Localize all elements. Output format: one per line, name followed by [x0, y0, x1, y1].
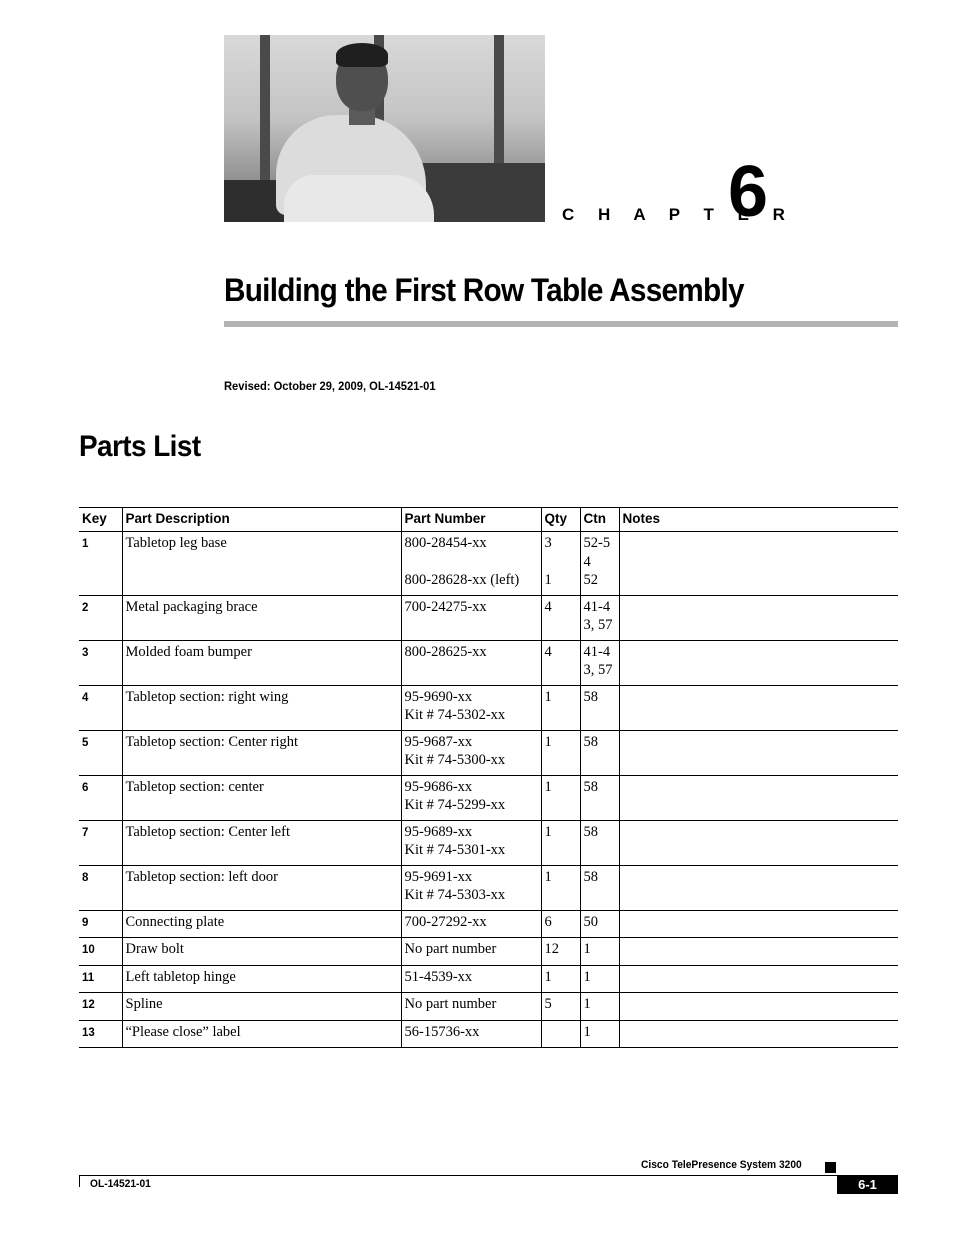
ctn-primary: 52-54 [583, 535, 611, 570]
kit-number: Kit # 74-5301-xx [404, 842, 506, 858]
row-ctn: 1 [580, 938, 619, 966]
table-row [79, 730, 898, 775]
kit-number: Kit # 74-5300-xx [404, 752, 506, 768]
row-key: 5 [79, 730, 122, 775]
row-part-number: 700-24275-xx [401, 595, 541, 640]
row-part-number: No part number [401, 993, 541, 1021]
part-number-primary: 95-9687-xx [404, 733, 473, 750]
table-header-row [79, 508, 898, 532]
part-number-primary: 95-9690-xx [404, 688, 473, 705]
table-row [79, 938, 898, 966]
row-qty: 4 [541, 595, 580, 640]
row-description: Connecting plate [122, 910, 401, 938]
title-rule [224, 321, 898, 327]
row-qty [541, 532, 580, 596]
row-part-number: 56-15736-xx [401, 1020, 541, 1048]
row-ctn [580, 532, 619, 596]
section-heading: Parts List [79, 430, 201, 463]
row-qty: 1 [541, 965, 580, 993]
qty-primary: 3 [544, 535, 552, 551]
part-number-primary: 95-9686-xx [404, 778, 473, 795]
kit-number: Kit # 74-5302-xx [404, 707, 506, 723]
row-ctn: 58 [580, 685, 619, 730]
footer-doc-id: OL-14521-01 [90, 1178, 151, 1190]
row-qty: 1 [541, 775, 580, 820]
row-notes [619, 532, 898, 596]
footer-product-title: Cisco TelePresence System 3200 [641, 1159, 802, 1171]
row-description: “Please close” label [122, 1020, 401, 1048]
row-notes [619, 965, 898, 993]
table-row [79, 820, 898, 865]
row-notes [619, 775, 898, 820]
row-part-number: No part number [401, 938, 541, 966]
row-part-number: 800-28625-xx [401, 640, 541, 685]
row-key: 7 [79, 820, 122, 865]
row-ctn: 50 [580, 910, 619, 938]
header-ctn: Ctn [580, 508, 619, 532]
row-key: 2 [79, 595, 122, 640]
row-notes [619, 1020, 898, 1048]
row-qty: 12 [541, 938, 580, 966]
row-ctn: 58 [580, 730, 619, 775]
table-row [79, 640, 898, 685]
row-part-number [401, 820, 541, 865]
table-row [79, 965, 898, 993]
row-notes [619, 685, 898, 730]
row-notes [619, 993, 898, 1021]
header-description: Part Description [122, 508, 401, 532]
row-qty [541, 1020, 580, 1048]
part-number-primary: 800-28454-xx [404, 535, 487, 551]
row-part-number [401, 865, 541, 910]
row-ctn: 1 [580, 965, 619, 993]
row-description: Tabletop section: Center left [122, 820, 401, 865]
row-ctn: 58 [580, 820, 619, 865]
row-qty: 5 [541, 993, 580, 1021]
row-notes [619, 938, 898, 966]
row-ctn: 1 [580, 1020, 619, 1048]
row-description: Molded foam bumper [122, 640, 401, 685]
row-qty: 1 [541, 820, 580, 865]
row-description: Tabletop section: Center right [122, 730, 401, 775]
row-description: Tabletop leg base [122, 532, 401, 596]
kit-number: Kit # 74-5299-xx [404, 797, 506, 813]
row-description: Tabletop section: left door [122, 865, 401, 910]
row-key: 9 [79, 910, 122, 938]
row-qty: 1 [541, 685, 580, 730]
row-description: Left tabletop hinge [122, 965, 401, 993]
header-qty: Qty [541, 508, 580, 532]
table-row [79, 595, 898, 640]
row-description: Draw bolt [122, 938, 401, 966]
row-key: 1 [79, 532, 122, 596]
row-part-number: 700-27292-xx [401, 910, 541, 938]
footer-rule [79, 1175, 837, 1176]
table-row [79, 775, 898, 820]
row-description: Tabletop section: center [122, 775, 401, 820]
row-ctn: 58 [580, 775, 619, 820]
row-notes [619, 640, 898, 685]
table-row [79, 993, 898, 1021]
table-row [79, 910, 898, 938]
row-ctn: 41-43, 57 [580, 595, 619, 640]
row-key: 6 [79, 775, 122, 820]
row-qty: 1 [541, 865, 580, 910]
row-key: 11 [79, 965, 122, 993]
row-part-number [401, 730, 541, 775]
row-description: Metal packaging brace [122, 595, 401, 640]
ctn-secondary: 52 [583, 572, 598, 588]
row-part-number [401, 685, 541, 730]
header-part-number: Part Number [401, 508, 541, 532]
page-number: 6-1 [837, 1175, 898, 1194]
page-title: Building the First Row Table Assembly [224, 272, 744, 308]
row-notes [619, 910, 898, 938]
chapter-label: C H A P T E R [562, 205, 795, 224]
row-notes [619, 865, 898, 910]
row-qty: 6 [541, 910, 580, 938]
row-qty: 4 [541, 640, 580, 685]
table-row [79, 532, 898, 596]
chapter-number: 6 [728, 152, 769, 232]
table-row [79, 685, 898, 730]
row-key: 8 [79, 865, 122, 910]
table-row [79, 865, 898, 910]
part-number-primary: 95-9689-xx [404, 823, 473, 840]
row-ctn: 58 [580, 865, 619, 910]
row-key: 4 [79, 685, 122, 730]
revision-line: Revised: October 29, 2009, OL-14521-01 [224, 379, 436, 393]
header-key: Key [79, 508, 122, 532]
row-ctn: 41-43, 57 [580, 640, 619, 685]
part-number-secondary: 800-28628-xx (left) [404, 572, 520, 588]
row-key: 12 [79, 993, 122, 1021]
row-key: 10 [79, 938, 122, 966]
footer-tick [79, 1175, 80, 1187]
row-notes [619, 820, 898, 865]
kit-number: Kit # 74-5303-xx [404, 887, 506, 903]
row-description: Tabletop section: right wing [122, 685, 401, 730]
footer-marker [825, 1162, 836, 1173]
row-key: 3 [79, 640, 122, 685]
row-ctn: 1 [580, 993, 619, 1021]
row-notes [619, 595, 898, 640]
parts-table [79, 507, 898, 1048]
row-part-number: 51-4539-xx [401, 965, 541, 993]
row-key: 13 [79, 1020, 122, 1048]
row-qty: 1 [541, 730, 580, 775]
row-notes [619, 730, 898, 775]
row-part-number [401, 532, 541, 596]
header-notes: Notes [619, 508, 898, 532]
row-part-number [401, 775, 541, 820]
row-description: Spline [122, 993, 401, 1021]
table-row [79, 1020, 898, 1048]
chapter-photo [224, 35, 545, 222]
qty-secondary: 1 [544, 572, 552, 588]
part-number-primary: 95-9691-xx [404, 868, 473, 885]
